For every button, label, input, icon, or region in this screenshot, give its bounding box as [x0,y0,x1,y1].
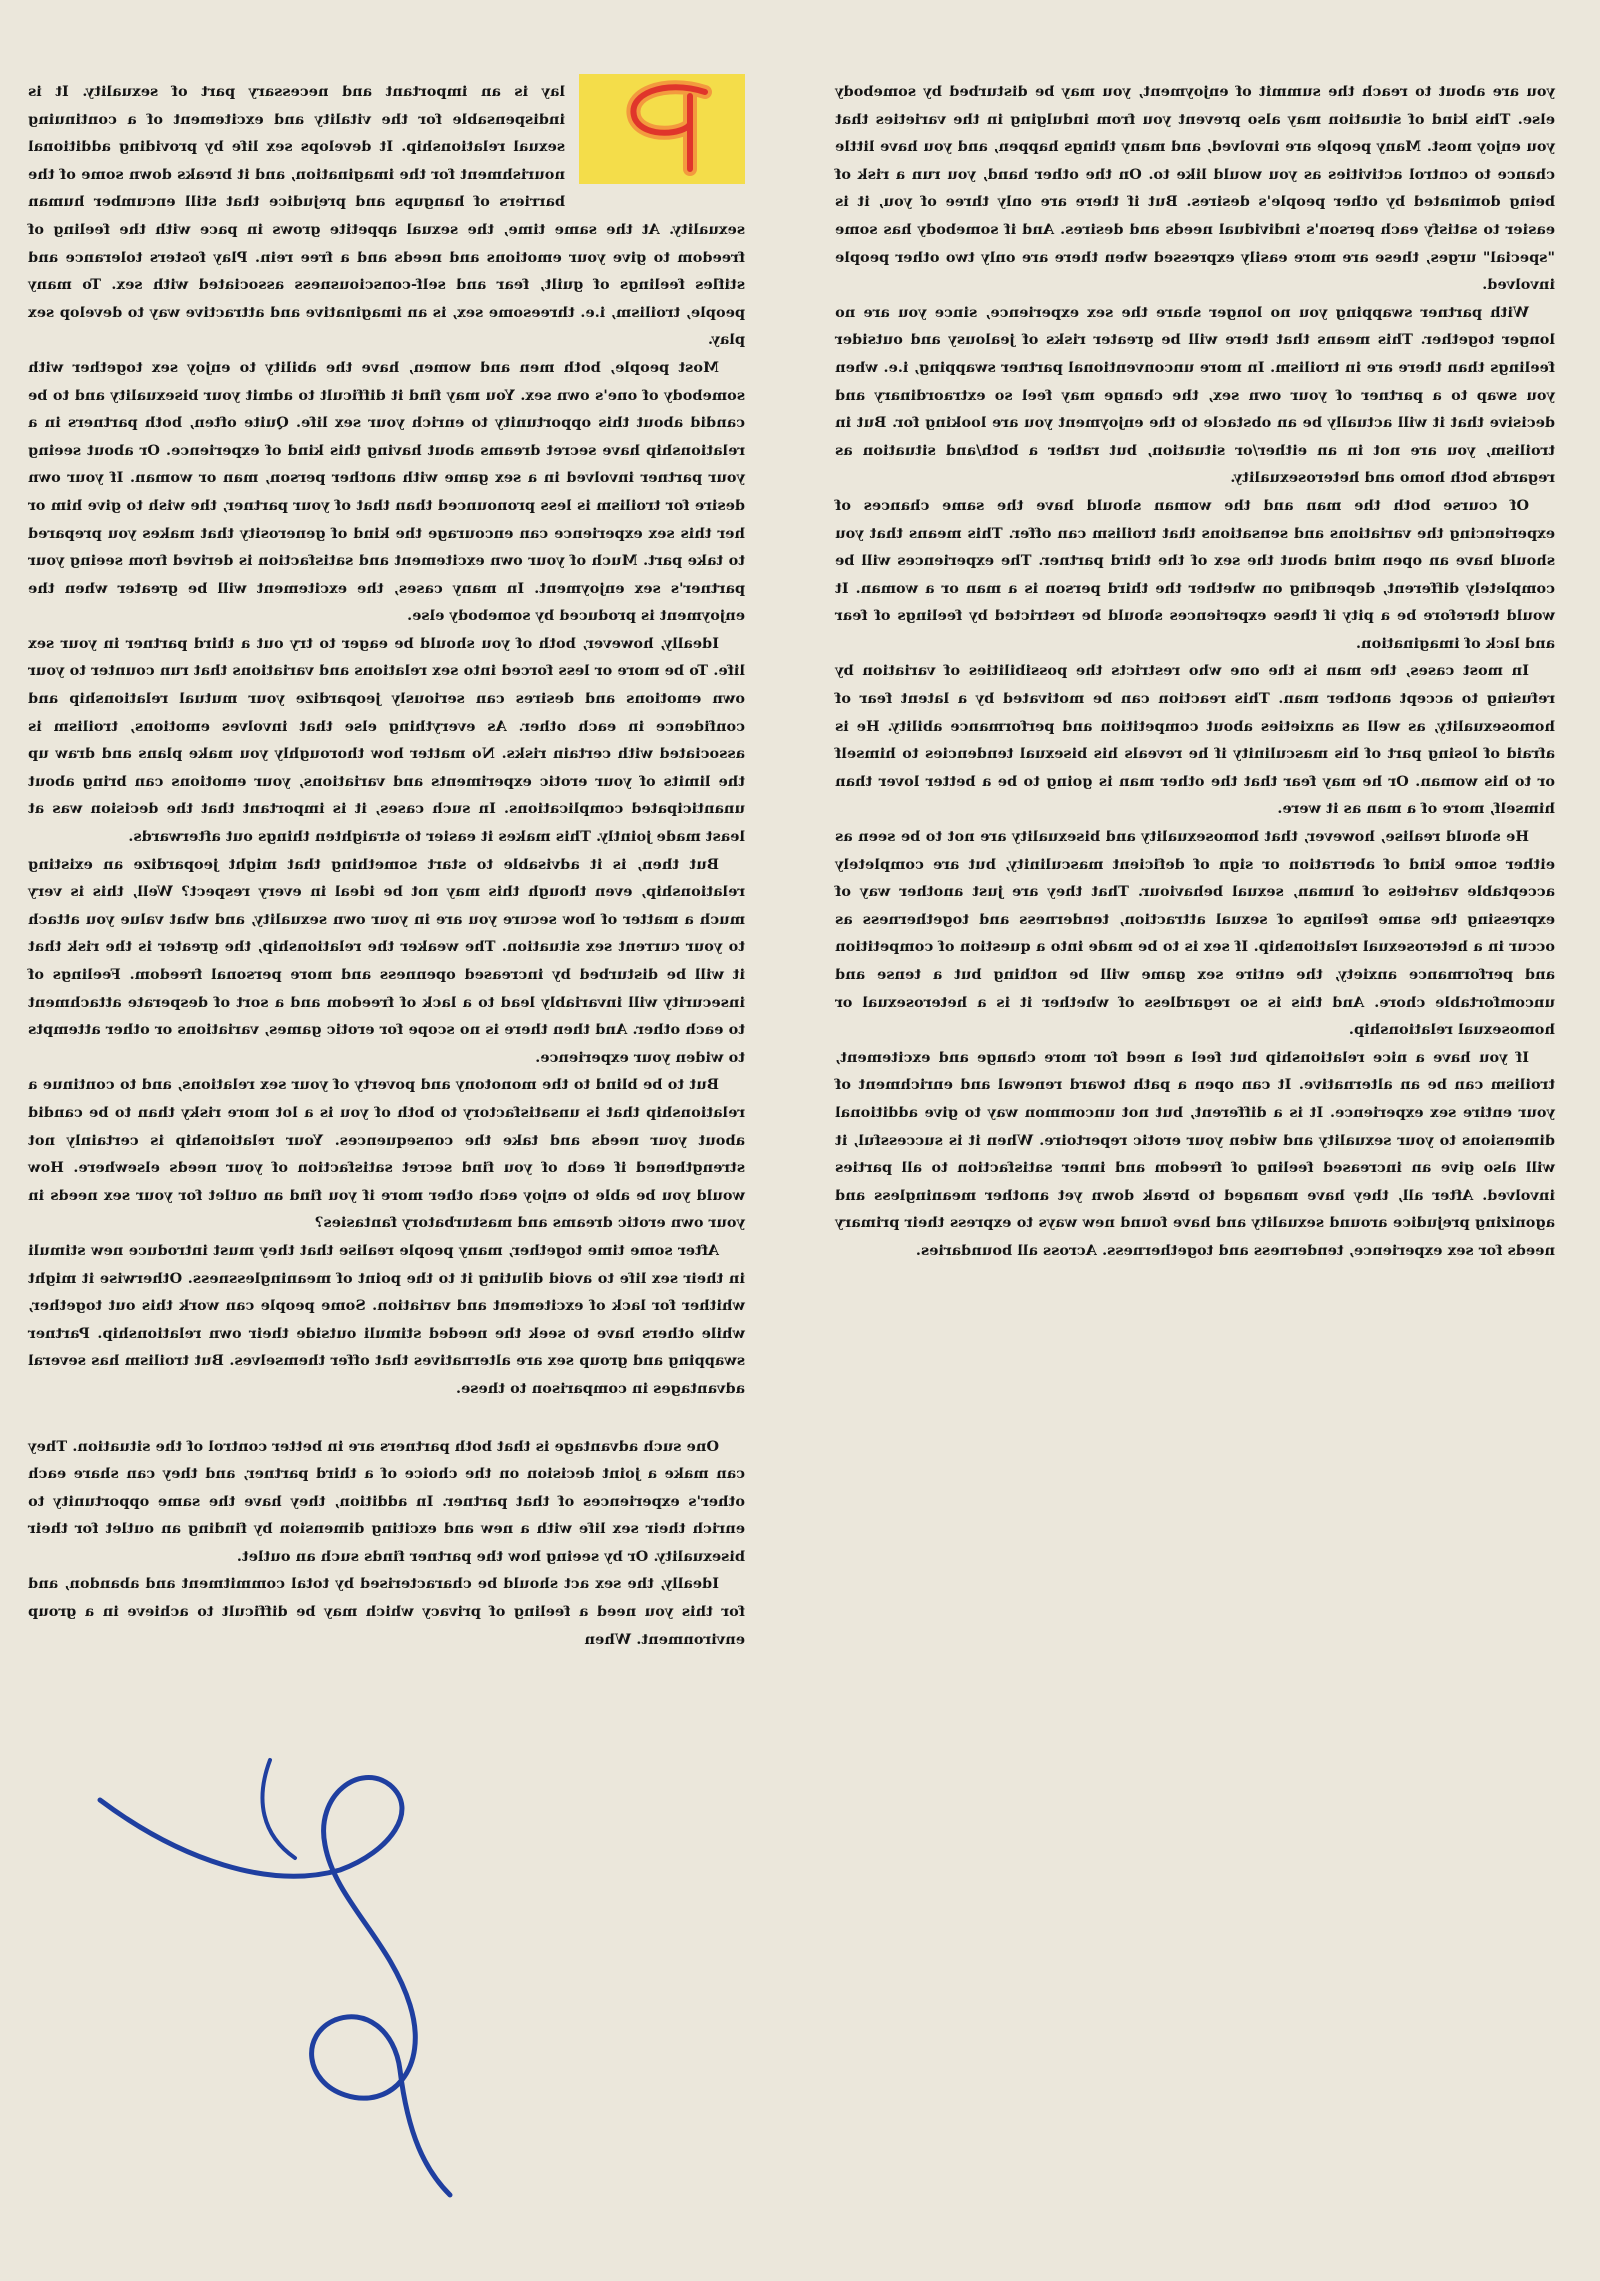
paragraph: Ideally, however, both of you should be eager to try out a third partner in your sex life. To be more or less forced into sex relations and variations that run counter to your own emotions and desires can seriously jeopardize your mutual relationship and confidence in each other. As everything else that involves emotions, troilism is associated with certain risks. No matter how thoroughly you make plans and draw up the limits of your erotic experiments and variations, your emotions can bring about unanticipated complications. In such cases, it is important that the decision was at least made jointly. This makes it easier to straighten things out afterwards. [28,634,745,846]
paragraph: lay is an important and necessary part of sexuality. It is indispensable for the vitality and excitement of a continuing sexual relationship. It develops sex life by providing additional nourishment for the imagination, and it breaks down some of the barriers of hangups and prejudice that still encumber human sexuality. At the same time, the sexual appetite grows in pace with the feeling of freedom to give your emotions and needs and a free rein. Play fosters tolerance and stifles feelings of guilt, fear and self-consciousness associated with sex. To many people, troilism, i.e. threesome sex, is an imaginative and attractive way to develop sex play. [28,83,745,349]
paragraph: Most people, both men and women, have the ability to enjoy sex together with somebody of one's own sex. You may find it difficult to admit your bisexuality and to be candid about this opportunity to enrich your sex life. Quite often, both partners in a relationship have secret dreams about having this kind of experience. Or about seeing your partner involved in a sex game with another person, man or woman. If your own desire for troilism is less pronounced than that of your partner, the wish to give him or her this sex experience can encourage the kind of generosity that makes you prepared to take part. Much of your own excitement and satisfaction is derived from seeing your partner's sex enjoyment. In many cases, the excitement will be greater when the enjoyment is produced by somebody else. [28,358,745,625]
paragraph: you are about to reach the summit of enjoyment, you may be disturbed by somebody else. This kind of situation may also prevent you from indulging in the varieties that you enjoy most. Many people are involved, and many things happen, and you have little chance to control activities as you would like to. On the other hand, you run a risk of being dominated by other people's desires. But if there are only three of you, it is easier to satisfy each person's individual needs and desires. And if somebody has some "special" urges, these are more easily expressed when there are only two other people involved. [835,83,1555,294]
paragraph: He should realise, however, that homosexuality and bisexuality are not to be seen as either some kind of aberration or sign of deficient masculinity, but are completely acceptable varieties of human, sexual behaviour. That they are just another way of expressing the same feelings of sexual attraction, tenderness and togetherness as occur in a heterosexual relationship. If sex is to be made into a question of competition and performance anxiety, the entire sex game will be nothing but a tense and uncomfortable chore. And this is so regardless of whether it is a heterosexual or homosexual relationship. [835,828,1555,1039]
text-column-first [28,78,745,1653]
handwritten-signature [90,1740,480,2200]
text-column-second [835,78,1555,1265]
paragraph: After some time together, many people realise that they must introduce new stimuli in their sex life to avoid diluting it to the point of meaninglessness. Otherwise it might whither for lack of excitement and variation. Some people can work this out together, while others have to seek the needed stimuli outside their own relationship. Partner swapping and group sex are alternatives that offer themselves. But troilism has several advantages in comparison to these. [28,1241,745,1397]
paragraph: But to be blind to the monotony and poverty of your sex relations, and to continue a relationship that is unsatisfactory to both of you is a lot more risky than to be candid about your needs and take the consequences. Your relationship is certainly not strengthened if each of you find secret satisfaction of your needs elsewhere. How would you be able to enjoy each other more if you find an outlet for your sex needs in your own erotic dreams and masturbatory fantasies? [28,1076,745,1232]
paragraph: One such advantage is that both partners are in better control of the situation. They can make a joint decision on the choice of a third partner, and they can share each other's experiences of that partner. In addition, they have the same opportunity to enrich their sex life with a new and exciting dimension by finding an outlet for their bisexuality. Or by seeing how the partner finds such an outlet. [28,1437,745,1565]
paragraph: With partner swapping you no longer share the sex experience, since you are no longer together. This means that there will be greater risks of jealousy and outsider feelings than there are in troilism. In more unconventional partner swapping, i.e. when you swap to a partner of your own sex, the change may feel so extraordinary and decisive that it will actually be an obstacle to the enjoyment you are looking for. But in troilism, you are not in an either/or situation, but rather a both/and situation as regards both homo and heterosexuality. [835,303,1555,487]
drop-cap-p [579,74,745,184]
paragraph: Of course both the man and the woman should have the same chances of experiencing the variations and sensations that troilism can offer. This means that you should have an open mind about the sex of the third partner. The experiences will be completely different, depending on whether the third person is a man or a woman. It would therefore be a pity if these experiences should be restricted by feelings of fear and lack of imagination. [835,496,1555,652]
paragraph: If you have a nice relationship but feel a need for more change and excitement, troilism can be an alternative. It can open a path toward renewal and enrichment of your entire sex experience. It is a different, but not uncommon way to give additional dimensions to your sexuality and widen your erotic repertoire. When it is successful, it will also give an increased feeling of freedom and inner satisfaction to all parties involved. After all, they have managed to break down yet another meaningless and agonizing prejudice around sexuality and have found new ways to express their primary needs for sex experience, tenderness and togetherness. Across all boundaries. [835,1048,1555,1259]
paragraph: But then, is it advisable to start something that might jeopardize an existing relationship, even though this may not be ideal in every respect? Well, this is very much a matter of how secure you are in your own sexuality, and what value you attach to your current sex situation. The weaker the relationship, the greater is the risk that it will be disturbed by increased openness and more personal freedom. Feelings of insecurity will invariably lead to a lack of freedom and a sort of desperate attachment to each other. And then there is no scope for erotic games, variations or other attempts to widen your experience. [28,855,745,1066]
paragraph: In most cases, the man is the one who restricts the possibilities of variation by refusing to accept another man. This reaction can be motivated by a latent fear of homosexuality, as well as anxieties about competition and performance ability. He is afraid of losing part of his masculinity if he reveals his bisexual tendencies to himself or to his woman. Or he may fear that the other man is going to be a better lover than himself, more of a man as it were. [835,662,1555,818]
paragraph: Ideally, the sex act should be characterised by total commitment and abandon, and for this you need a feeling of privacy which may be difficult to achieve in a group environment. When [28,1575,745,1648]
